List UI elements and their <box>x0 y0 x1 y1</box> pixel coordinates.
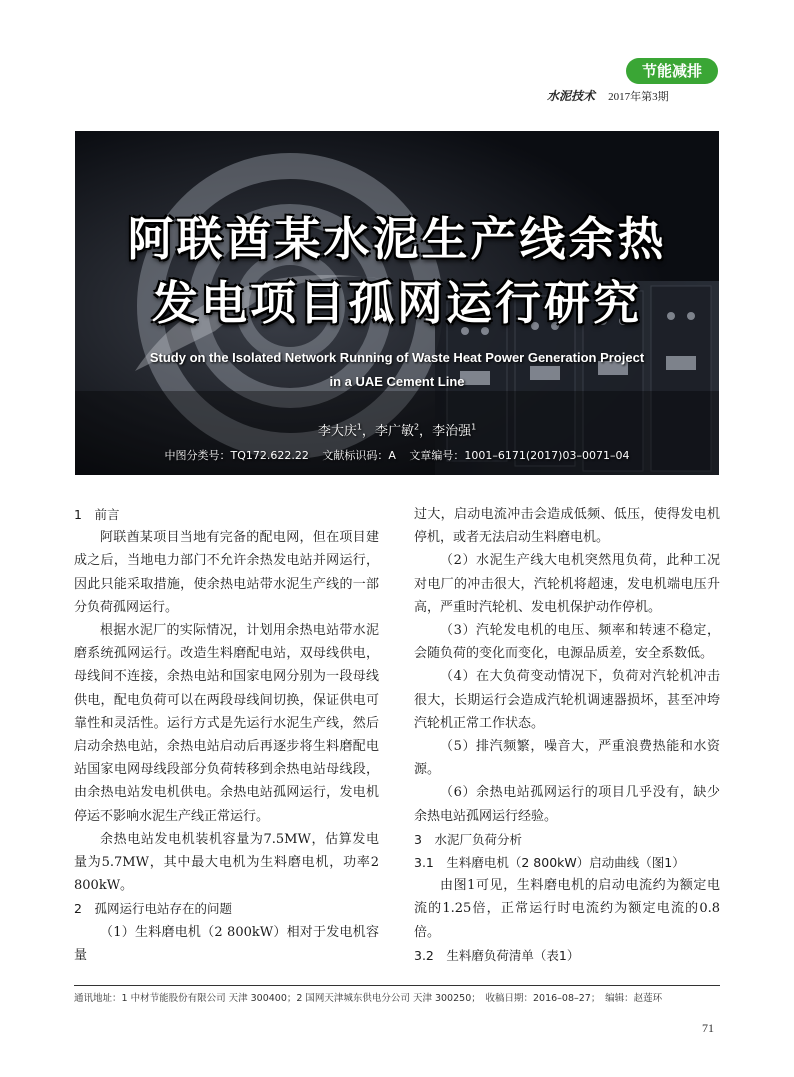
title-en-line-1: Study on the Isolated Network Running of Waste Heat Power Generation Project <box>149 350 645 365</box>
subsection-heading: 3.2 生料磨负荷清单（表1） <box>414 947 580 963</box>
classification-line <box>75 447 719 463</box>
paragraph: 阿联酋某项目当地有完备的配电网，但在项目建成之后，当地电力部门不允许余热发电站并网运行，因此只能采取措施，使余热电站带水泥生产线的一部分负荷孤网运行。 <box>74 530 379 615</box>
journal-name: 水泥技术 <box>547 89 596 103</box>
title-en-line-2: in a UAE Cement Line <box>329 374 465 389</box>
category-badge: 节能减排 <box>626 58 718 84</box>
paragraph: （3）汽轮发电机的电压、频率和转速不稳定，会随负荷的变化而变化，电源品质差，安全系数低。 <box>414 623 720 662</box>
author-affiliation: 1 <box>471 422 477 432</box>
clc-label: 中图分类号： <box>164 449 231 462</box>
section-heading: 1 前言 <box>74 507 120 522</box>
doc-code-label: 文献标识码： <box>322 449 389 462</box>
footnote: 通讯地址：1 中材节能股份有限公司 天津 300400；2 国网天津城东供电分公司 天津 300250； 收稿日期：2016–08–27； 编辑：赵莲环 <box>74 993 663 1004</box>
paragraph: 余热电站发电机装机容量为7.5MW，估算发电量为5.7MW，其中最大电机为生料磨电机，功率2 800kW。 <box>74 831 379 894</box>
title-cn-line-1: 阿联酋某水泥生产线余热 <box>127 212 667 266</box>
article-number-value: 1001–6171(2017)03–0071–04 <box>464 449 630 462</box>
author-name: 李治强 <box>432 424 472 439</box>
author-list: 李大庆$^1$，李广敏$^2$，李治强$^1$ <box>317 422 477 439</box>
paragraph: 根据水泥厂的实际情况，计划用余热电站带水泥磨系统孤网运行。改造生料磨配电站，双母线供电，母线间不连接，余热电站和国家电网分别为一段母线供电，配电负荷可以在两段母线间切换，保证供电可靠性和灵活性。运行方式是先运行水泥生产线，然后启动余热电站，余热电站启动后再逐步将生料磨配电站国家电网母线段部分负荷转移到余热电站母线段，由余热电站发电机供电。余热电站孤网运行，发电机停运不影响水泥生产线正常运行。 <box>74 623 379 824</box>
author-name: 李广敏 <box>374 424 414 439</box>
body-column-right <box>414 503 720 967</box>
paragraph: （2）水泥生产线大电机突然甩负荷，此种工况对电厂的冲击很大，汽轮机将超速，发电机端电压升高，严重时汽轮机、发电机保护动作停机。 <box>414 553 720 615</box>
doc-code-value: A <box>388 449 396 462</box>
paragraph: （1）生料磨电机（2 800kW）相对于发电机容量 <box>74 924 379 963</box>
section-heading: 2 孤网运行电站存在的问题 <box>74 901 232 917</box>
paragraph: 由图1可见，生料磨电机的启动电流约为额定电流的1.25倍，正常运行时电流约为额定电流的0.8倍。 <box>414 878 720 940</box>
author-affiliation: 2 <box>413 422 420 432</box>
subsection-heading: 3.1 生料磨电机（2 800kW）启动曲线（图1） <box>414 855 685 871</box>
footnote-divider <box>74 985 720 986</box>
article-number-label: 文章编号： <box>409 449 465 462</box>
page-number: 71 <box>702 1021 714 1035</box>
clc-value: TQ172.622.22 <box>230 449 309 462</box>
paragraph: （5）排汽频繁，噪音大，严重浪费热能和水资源。 <box>414 739 720 778</box>
body-column-left <box>74 503 379 967</box>
author-affiliation: 1 <box>356 422 362 432</box>
paragraph: （4）在大负荷变动情况下，负荷对汽轮机冲击很大，长期运行会造成汽轮机调速器损坏，甚至冲垮汽轮机正常工作状态。 <box>414 669 720 731</box>
title-banner <box>75 131 719 475</box>
section-heading: 3 水泥厂负荷分析 <box>414 831 522 847</box>
issue-number: 2017年第3期 <box>608 91 669 103</box>
paragraph: （6）余热电站孤网运行的项目几乎没有，缺少余热电站孤网运行经验。 <box>414 785 720 824</box>
paragraph: 过大，启动电流冲击会造成低频、低压，使得发电机停机，或者无法启动生料磨电机。 <box>414 507 720 546</box>
title-cn-line-2: 发电项目孤网运行研究 <box>152 276 642 330</box>
journal-header <box>547 85 669 104</box>
author-name: 李大庆 <box>317 424 357 439</box>
